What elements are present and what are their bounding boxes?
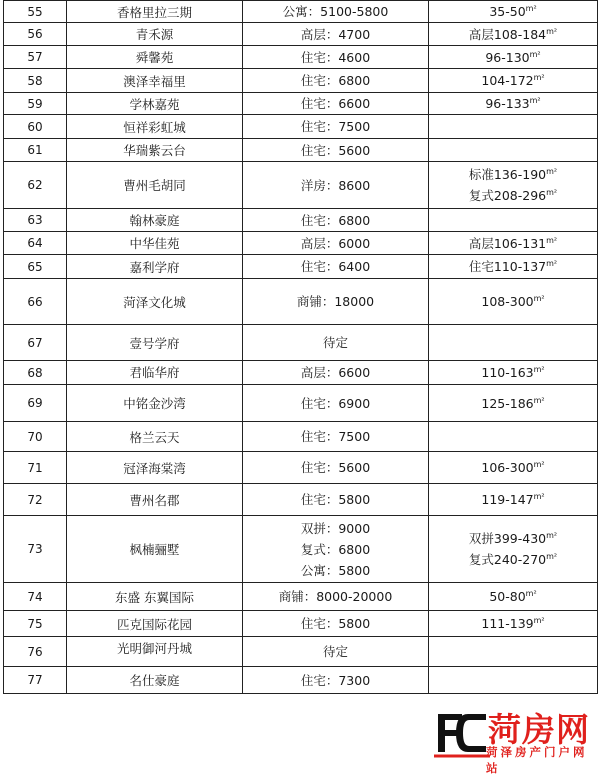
row-number: 68 xyxy=(4,361,67,385)
price-line: 住宅：6800 xyxy=(300,73,371,88)
area-line xyxy=(429,93,597,114)
area-value: 复式240-270 xyxy=(468,552,547,567)
price-cell xyxy=(243,516,429,583)
area-cell xyxy=(429,325,598,361)
project-name: 中铭金沙湾 xyxy=(67,385,243,422)
area-line xyxy=(429,164,597,185)
price-line: 高层：4700 xyxy=(300,26,371,42)
price-cell xyxy=(243,93,429,115)
row-number: 59 xyxy=(4,93,67,115)
price-line: 住宅：7500 xyxy=(300,429,371,444)
price-line: 住宅：6600 xyxy=(300,96,371,111)
row-number: 75 xyxy=(4,611,67,637)
area-cell xyxy=(429,361,598,385)
area-cell xyxy=(429,279,598,325)
price-line: 住宅：5800 xyxy=(300,616,371,631)
area-value: 高层108-184 xyxy=(468,26,547,42)
price-cell xyxy=(243,452,429,484)
project-name: 青禾源 xyxy=(67,23,243,46)
row-number: 62 xyxy=(4,162,67,209)
area-unit: m² xyxy=(546,259,558,268)
price-cell xyxy=(243,325,429,361)
area-cell xyxy=(429,385,598,422)
area-line xyxy=(429,185,597,206)
price-line: 住宅：6800 xyxy=(300,212,371,228)
project-name: 名仕豪庭 xyxy=(67,667,243,694)
area-cell xyxy=(429,23,598,46)
row-number: 60 xyxy=(4,115,67,139)
row-number: 73 xyxy=(4,516,67,583)
area-cell xyxy=(429,422,598,452)
area-cell xyxy=(429,69,598,93)
table-row xyxy=(4,385,598,422)
price-cell xyxy=(243,209,429,232)
price-cell xyxy=(243,23,429,46)
area-cell xyxy=(429,255,598,279)
project-name: 华瑞紫云台 xyxy=(67,139,243,162)
project-name: 曹州名郡 xyxy=(67,484,243,516)
logo-subtitle: 菏泽房产门户网站 xyxy=(486,745,588,775)
project-name: 嘉利学府 xyxy=(67,255,243,279)
row-number: 76 xyxy=(4,637,67,667)
price-cell xyxy=(243,1,429,23)
row-number: 57 xyxy=(4,46,67,69)
area-unit: m² xyxy=(533,492,545,501)
logo-title: 菏房网 xyxy=(488,710,590,749)
table-row xyxy=(4,484,598,516)
price-line: 住宅：5800 xyxy=(300,492,371,507)
area-cell xyxy=(429,583,598,611)
price-line: 洋房：8600 xyxy=(300,177,371,193)
area-value: 标准136-190 xyxy=(468,167,547,182)
project-name: 君临华府 xyxy=(67,361,243,385)
table-row xyxy=(4,69,598,93)
price-line: 公寓：5100-5800 xyxy=(282,4,389,19)
price-line: 住宅：5600 xyxy=(300,142,371,158)
area-unit: m² xyxy=(546,26,558,36)
price-line: 商铺：18000 xyxy=(296,294,375,309)
area-unit: m² xyxy=(533,460,545,469)
project-name: 格兰云天 xyxy=(67,422,243,452)
row-number: 55 xyxy=(4,1,67,23)
area-unit: m² xyxy=(533,365,545,374)
area-cell xyxy=(429,637,598,667)
project-name: 中华佳苑 xyxy=(67,232,243,255)
project-name: 香格里拉三期 xyxy=(67,1,243,23)
table-row xyxy=(4,361,598,385)
price-cell xyxy=(243,46,429,69)
project-name: 学林嘉苑 xyxy=(67,93,243,115)
price-cell xyxy=(243,232,429,255)
table-row xyxy=(4,452,598,484)
area-unit: m² xyxy=(533,616,545,625)
row-number: 69 xyxy=(4,385,67,422)
price-cell xyxy=(243,361,429,385)
price-cell xyxy=(243,667,429,694)
area-cell xyxy=(429,667,598,694)
price-line: 公寓：5800 xyxy=(300,562,371,578)
table-row xyxy=(4,583,598,611)
area-value: 双拼399-430 xyxy=(468,531,547,546)
row-number: 65 xyxy=(4,255,67,279)
table-row xyxy=(4,162,598,209)
table-row xyxy=(4,667,598,694)
area-unit: m² xyxy=(546,552,558,561)
area-unit: m² xyxy=(529,49,541,59)
area-unit: m² xyxy=(546,167,558,176)
table-row xyxy=(4,115,598,139)
price-cell xyxy=(243,422,429,452)
price-line: 复式：6800 xyxy=(300,541,371,557)
area-line xyxy=(429,613,597,634)
table-row xyxy=(4,46,598,69)
price-cell xyxy=(243,69,429,93)
row-number: 77 xyxy=(4,667,67,694)
price-line: 住宅：7300 xyxy=(300,672,371,688)
project-name: 光明御河丹城 xyxy=(67,637,243,667)
price-cell xyxy=(243,385,429,422)
price-line: 住宅：5600 xyxy=(300,460,371,475)
project-name: 东盛 东翼国际 xyxy=(67,583,243,611)
site-logo xyxy=(432,700,600,775)
area-cell xyxy=(429,516,598,583)
price-cell xyxy=(243,115,429,139)
table-row xyxy=(4,93,598,115)
table-row xyxy=(4,422,598,452)
price-table-body xyxy=(4,1,598,694)
area-cell xyxy=(429,232,598,255)
project-name: 舜馨苑 xyxy=(67,46,243,69)
price-line: 高层：6000 xyxy=(300,235,371,251)
area-cell xyxy=(429,115,598,139)
price-line: 住宅：6400 xyxy=(300,259,371,274)
area-line xyxy=(429,1,597,22)
area-unit: m² xyxy=(546,188,558,197)
table-row xyxy=(4,209,598,232)
area-line xyxy=(429,489,597,510)
row-number: 61 xyxy=(4,139,67,162)
price-cell xyxy=(243,162,429,209)
area-line xyxy=(429,586,597,607)
area-cell xyxy=(429,484,598,516)
project-name: 澳泽幸福里 xyxy=(67,69,243,93)
area-line xyxy=(429,233,597,254)
area-unit: m² xyxy=(525,4,537,13)
table-row xyxy=(4,516,598,583)
project-name: 匹克国际花园 xyxy=(67,611,243,637)
project-name: 冠泽海棠湾 xyxy=(67,452,243,484)
price-cell xyxy=(243,279,429,325)
area-value: 35-50 xyxy=(489,4,526,19)
row-number: 70 xyxy=(4,422,67,452)
area-cell xyxy=(429,139,598,162)
area-cell xyxy=(429,46,598,69)
area-line xyxy=(429,362,597,383)
price-cell xyxy=(243,255,429,279)
price-line: 双拼：9000 xyxy=(300,520,371,536)
table-row xyxy=(4,325,598,361)
row-number: 72 xyxy=(4,484,67,516)
table-row xyxy=(4,637,598,667)
area-cell xyxy=(429,162,598,209)
area-value: 106-300 xyxy=(481,460,534,475)
area-value: 96-133 xyxy=(485,96,530,111)
area-line xyxy=(429,393,597,414)
area-line xyxy=(429,24,597,45)
area-cell xyxy=(429,93,598,115)
fc-logo-icon xyxy=(432,700,492,764)
table-row xyxy=(4,1,598,23)
area-line xyxy=(429,70,597,91)
area-value: 111-139 xyxy=(481,616,534,631)
area-unit: m² xyxy=(529,96,541,105)
price-line: 待定 xyxy=(322,335,348,350)
price-cell xyxy=(243,583,429,611)
area-value: 104-172 xyxy=(481,73,534,88)
area-line xyxy=(429,256,597,277)
row-number: 71 xyxy=(4,452,67,484)
price-line: 住宅：6900 xyxy=(300,395,371,411)
price-cell xyxy=(243,484,429,516)
row-number: 58 xyxy=(4,69,67,93)
area-unit: m² xyxy=(533,395,545,405)
table-row xyxy=(4,139,598,162)
table-row xyxy=(4,255,598,279)
area-cell xyxy=(429,1,598,23)
area-value: 125-186 xyxy=(481,395,534,411)
price-cell xyxy=(243,637,429,667)
area-value: 119-147 xyxy=(481,492,534,507)
area-value: 高层106-131 xyxy=(468,235,547,251)
area-unit: m² xyxy=(546,235,558,245)
price-line: 住宅：4600 xyxy=(300,49,371,65)
area-line xyxy=(429,291,597,312)
row-number: 66 xyxy=(4,279,67,325)
table-row xyxy=(4,23,598,46)
area-value: 复式208-296 xyxy=(468,188,547,203)
area-line xyxy=(429,549,597,570)
area-value: 50-80 xyxy=(489,589,526,604)
table-row xyxy=(4,232,598,255)
area-value: 108-300 xyxy=(481,294,534,309)
area-line xyxy=(429,47,597,68)
area-value: 住宅110-137 xyxy=(468,259,547,274)
price-line: 商铺：8000-20000 xyxy=(278,589,393,604)
price-line: 住宅：7500 xyxy=(300,119,371,134)
row-number: 74 xyxy=(4,583,67,611)
table-row xyxy=(4,611,598,637)
project-name: 恒祥彩虹城 xyxy=(67,115,243,139)
project-name: 翰林豪庭 xyxy=(67,209,243,232)
area-unit: m² xyxy=(525,589,537,598)
price-line: 高层：6600 xyxy=(300,365,371,380)
area-cell xyxy=(429,611,598,637)
project-name: 壹号学府 xyxy=(67,325,243,361)
price-table xyxy=(3,0,598,694)
project-name: 曹州毛胡同 xyxy=(67,162,243,209)
price-line: 待定 xyxy=(322,644,348,659)
area-unit: m² xyxy=(546,531,558,540)
area-unit: m² xyxy=(533,294,545,303)
area-unit: m² xyxy=(533,73,545,82)
area-value: 110-163 xyxy=(481,365,534,380)
row-number: 64 xyxy=(4,232,67,255)
row-number: 63 xyxy=(4,209,67,232)
area-cell xyxy=(429,209,598,232)
row-number: 56 xyxy=(4,23,67,46)
area-cell xyxy=(429,452,598,484)
area-line xyxy=(429,528,597,549)
row-number: 67 xyxy=(4,325,67,361)
project-name: 枫楠骊墅 xyxy=(67,516,243,583)
area-value: 96-130 xyxy=(485,49,530,65)
price-cell xyxy=(243,139,429,162)
project-name: 菏泽文化城 xyxy=(67,279,243,325)
price-cell xyxy=(243,611,429,637)
area-line xyxy=(429,457,597,478)
table-row xyxy=(4,279,598,325)
